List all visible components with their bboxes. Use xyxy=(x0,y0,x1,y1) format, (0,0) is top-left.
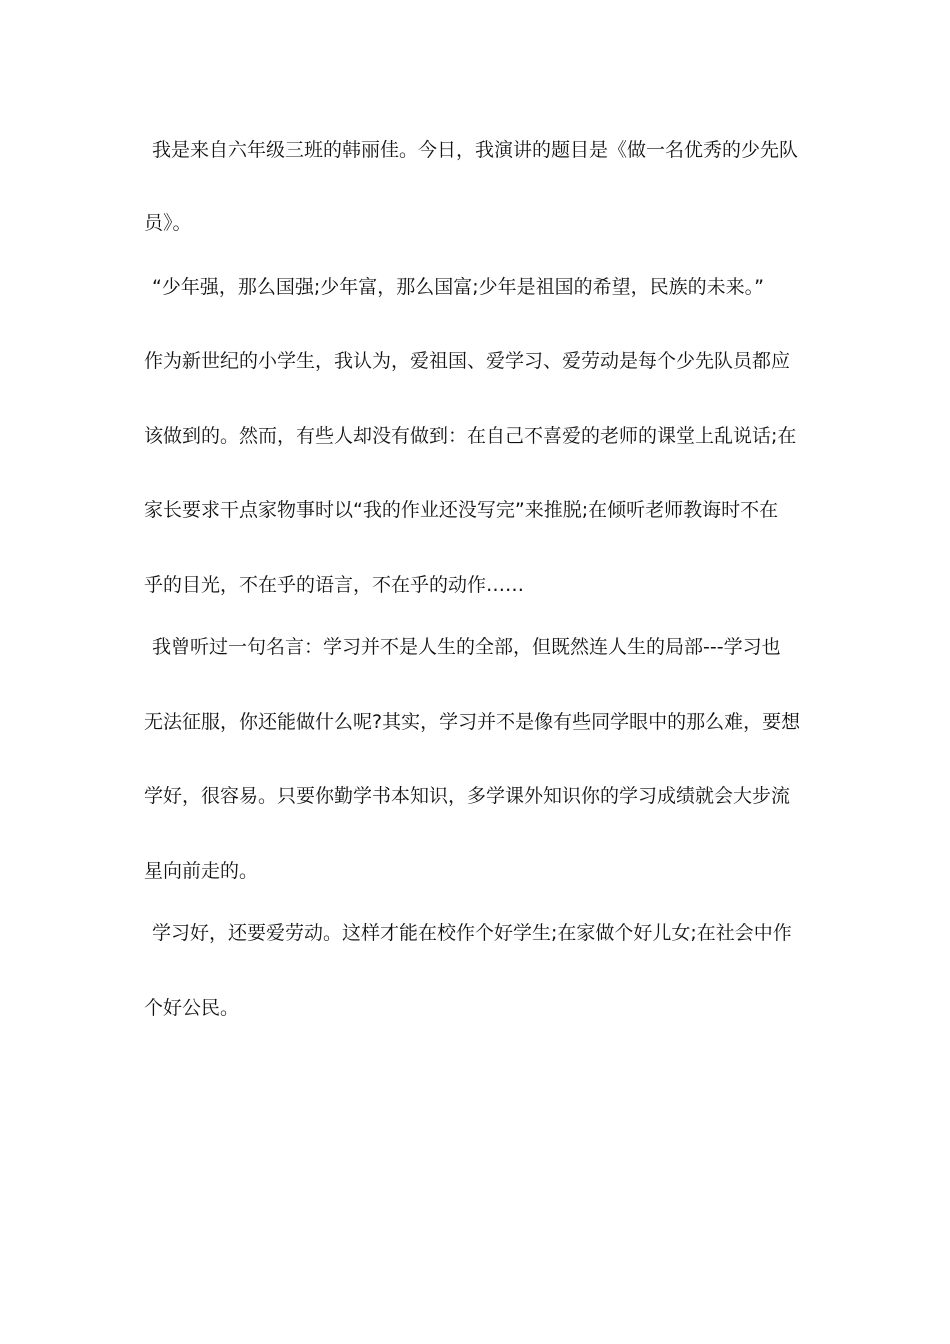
paragraph-2-line-3: 该做到的。然而，有些人却没有做到：在自己不喜爱的老师的课堂上乱说话;在 xyxy=(144,425,797,447)
paragraph-2-line-4: 家长要求干点家物事时以“我的作业还没写完”来推脱;在倾听老师教诲时不在 xyxy=(144,499,779,521)
paragraph-3-line-4: 星向前走的。 xyxy=(144,860,259,882)
paragraph-2-line-5: 乎的目光，不在乎的语言，不在乎的动作…… xyxy=(144,574,525,596)
paragraph-3-line-1: 我曾听过一句名言：学习并不是人生的全部，但既然连人生的局部---学习也 xyxy=(152,636,781,658)
paragraph-1-line-1: 我是来自六年级三班的韩丽佳。今日，我演讲的题目是《做一名优秀的少先队 xyxy=(152,139,799,161)
paragraph-4-line-2: 个好公民。 xyxy=(144,997,240,1019)
paragraph-3-line-3: 学好，很容易。只要你勤学书本知识，多学课外知识你的学习成绩就会大步流 xyxy=(144,785,791,807)
paragraph-1-line-2: 员》。 xyxy=(144,212,192,234)
paragraph-2-line-2: 作为新世纪的小学生，我认为，爱祖国、爱学习、爱劳动是每个少先队员都应 xyxy=(144,350,791,372)
paragraph-4-line-1: 学习好，还要爱劳动。这样才能在校作个好学生;在家做个好儿女;在社会中作 xyxy=(152,922,792,944)
paragraph-2-line-1: “少年强，那么国强;少年富，那么国富;少年是祖国的希望，民族的未来。” xyxy=(152,276,764,298)
paragraph-3-line-2: 无法征服，你还能做什么呢?其实，学习并不是像有些同学眼中的那么难，要想 xyxy=(144,711,801,733)
